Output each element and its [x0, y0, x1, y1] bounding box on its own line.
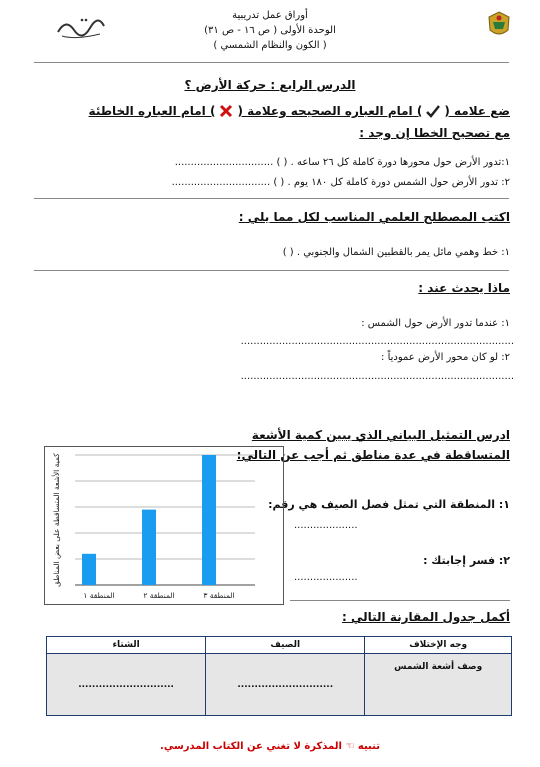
q3-answer-line1[interactable]: ...................................................................................... — [240, 336, 514, 347]
q3-item1: ١: عندما تدور الأرض حول الشمس : — [361, 318, 510, 329]
header-divider — [34, 62, 509, 63]
q4-answer1-dots[interactable]: .................... — [294, 520, 358, 531]
q2-title: اكتب المصطلح العلمي المناسب لكل مما يلي : — [238, 210, 510, 224]
q1-item2: ٢: تدور الأرض حول الشمس دورة كاملة كل ١٨٠ يوم . ( ) ............................... — [171, 177, 510, 188]
header-line1: أوراق عمل تدريبية — [232, 10, 308, 21]
chart-y-axis-label: كمية الأشعة المتساقطة على بعض المناطق — [52, 453, 61, 587]
q2-divider — [34, 270, 509, 271]
q1-instr-part1: ضع علامه ( — [444, 104, 510, 118]
q3-item2: ٢: لو كان محور الأرض عمودياً : — [381, 352, 510, 363]
q4-divider — [290, 600, 510, 601]
header-difference: وجه الإختلاف — [365, 637, 512, 654]
table-row — [47, 654, 512, 716]
q3-answer-line2[interactable]: ...................................................................................... — [240, 371, 514, 382]
q4-item1: ١: المنطقة التي تمثل فصل الصيف هي رقم: — [268, 498, 510, 511]
q5-title: أكمل جدول المقارنة التالي : — [342, 610, 510, 624]
chart-x-tick-label: المنطقة ٣ — [203, 591, 235, 600]
author-logo — [52, 14, 110, 44]
table-header-row — [47, 637, 512, 654]
q1-instructions — [20, 104, 510, 118]
header-line3: ( الكون والنظام الشمسي ) — [213, 40, 327, 51]
q1-subtitle: مع تصحيح الخطا إن وجد : — [359, 126, 510, 140]
q4-title-line2: المتساقطة في عدة مناطق ثم أجب عن التالي: — [236, 448, 510, 462]
chart-bar — [142, 510, 156, 585]
q4-item2: ٢: فسر إجابتك : — [423, 554, 510, 567]
kuwait-emblem-icon — [486, 10, 512, 40]
header-winter: الشتاء — [47, 637, 206, 654]
cell-summer-answer[interactable]: ............................ — [206, 654, 365, 716]
q1-instr-part2: ) امام العباره الصحيحه وعلامة ( — [237, 104, 423, 118]
q3-title: ماذا يحدث عند : — [418, 281, 510, 295]
q4-answer2-dots[interactable]: .................... — [294, 572, 358, 583]
chart-bar — [202, 455, 216, 585]
chart-svg — [45, 447, 283, 604]
q2-item1: ١: خط وهمي مائل يمر بالقطبين الشمال والجنوبي . ( ) — [282, 247, 510, 258]
comparison-table — [46, 636, 512, 716]
footer-note: تنبيه ☜ المذكرة لا تغني عن الكتاب المدرسي. — [160, 741, 380, 752]
header-line2: الوحدة الأولى ( ص ١٦ - ص ٣١) — [204, 25, 336, 36]
q1-item1: ١:تدور الأرض حول محورها دورة كاملة كل ٢٦ ساعه . ( ) ............................... — [174, 157, 510, 168]
cross-mark-icon — [218, 104, 234, 118]
row-label-sun-rays: وصف أشعة الشمس — [365, 654, 512, 716]
q1-instr-part3: ) امام العباره الخاطئة — [88, 104, 216, 118]
radiation-bar-chart — [44, 446, 284, 605]
q4-title-line1: ادرس التمثيل البياني الذي يبين كمية الأشعة — [251, 428, 510, 442]
chart-x-tick-label: المنطقة ١ — [83, 591, 115, 600]
lesson-title: الدرس الرابع : حركة الأرض ؟ — [184, 78, 356, 92]
chart-bar — [82, 554, 96, 585]
q1-divider — [34, 198, 509, 199]
cell-winter-answer[interactable]: ............................ — [47, 654, 206, 716]
chart-x-tick-label: المنطقة ٢ — [143, 591, 175, 600]
header-summer: الصيف — [206, 637, 365, 654]
check-mark-icon — [425, 104, 441, 118]
